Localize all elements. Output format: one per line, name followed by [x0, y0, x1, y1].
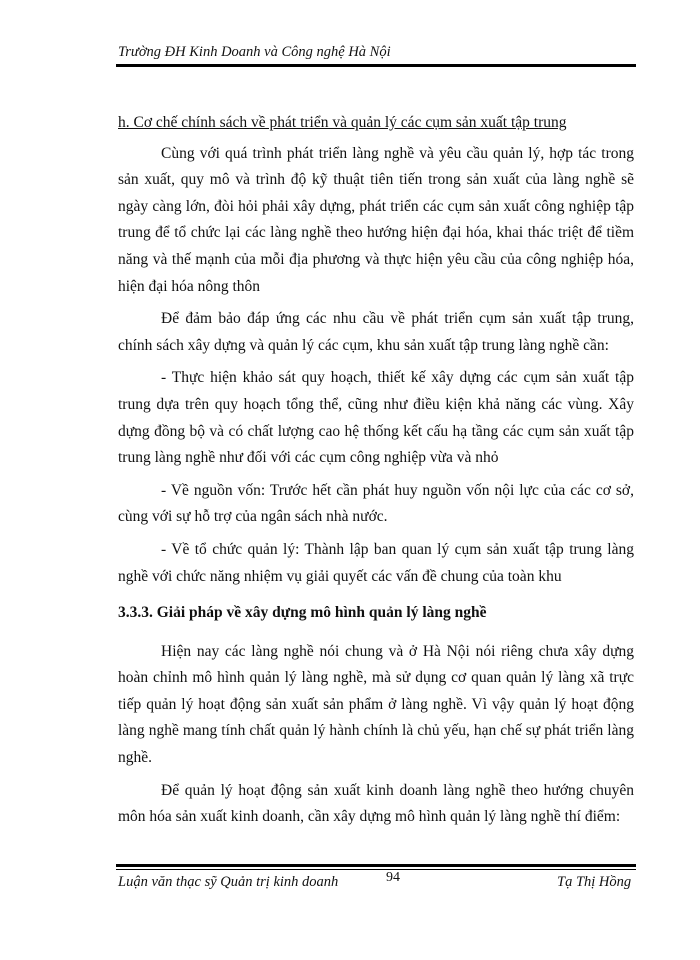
- paragraph-3: Hiện nay các làng nghề nói chung và ở Hà Nội nói riêng chưa xây dựng hoàn chỉnh mô hình quản lý làng nghề, mà sử dụng cơ quan quản lý làng xã trực tiếp quản lý hoạt động sản xuất sản phẩm ở làng nghề. Vì vậy quản lý hoạt động làng nghề mang tính chất quản lý hành chính là chủ yếu, hạn chế sự phát triển làng nghề.: [118, 642, 634, 767]
- bullet-capital: - Về nguồn vốn: Trước hết cần phát huy nguồn vốn nội lực của các cơ sở, cùng với sự hỗ trợ của ngân sách nhà nước.: [118, 481, 634, 526]
- bullet-organization: - Về tổ chức quản lý: Thành lập ban quan lý cụm sản xuất tập trung làng nghề với chức năng nhiệm vụ giải quyết các vấn đề chung của toàn khu: [118, 540, 634, 585]
- section-3-3-3-heading: 3.3.3. Giải pháp về xây dựng mô hình quản lý làng nghề: [118, 604, 487, 622]
- paragraph-4: Để quản lý hoạt động sản xuất kinh doanh làng nghề theo hướng chuyên môn hóa sản xuất kinh doanh, cần xây dựng mô hình quản lý làng nghề thí điểm:: [118, 781, 634, 826]
- running-header: Trường ĐH Kinh Doanh và Công nghệ Hà Nội: [118, 44, 391, 60]
- paragraph-2: Để đảm bảo đáp ứng các nhu cầu về phát triển cụm sản xuất tập trung, chính sách xây dựng và quản lý các cụm, khu sản xuất tập trung làng nghề cần:: [118, 310, 634, 354]
- footer-rule-thick: [116, 864, 636, 867]
- bullet-survey-planning: - Thực hiện khảo sát quy hoạch, thiết kế xây dựng các cụm sản xuất tập trung dựa trên quy hoạch tổng thể, cũng như điều kiện khả năng các vùng. Xây dựng đồng bộ và có chất lượng cao hệ thống kết cấu hạ tầng các cụm sản xuất tập trung làng nghề như đối với các cụm công nghiệp vừa và nhỏ: [118, 369, 634, 467]
- footer-thesis-title: Luận văn thạc sỹ Quản trị kinh doanh: [118, 874, 339, 890]
- page-number: 94: [386, 870, 400, 885]
- page-content: [118, 110, 634, 831]
- paragraph-1: Cùng với quá trình phát triển làng nghề và yêu cầu quản lý, hợp tác trong sản xuất, quy mô và trình độ kỹ thuật tiên tiến trong sản xuất của làng nghề sẽ ngày càng lớn, đòi hỏi phải xây dựng, phát triển các cụm sản xuất công nghiệp tập trung để tổ chức lại các làng nghề theo hướng hiện đại hóa, khai thác triệt để tiềm năng và thế mạnh của mỗi địa phương và thực hiện yêu cầu của công nghiệp hóa, hiện đại hóa nông thôn: [118, 144, 634, 295]
- footer-rule-thin: [116, 869, 636, 870]
- section-h-heading: h. Cơ chế chính sách về phát triển và quản lý các cụm sản xuất tập trung: [118, 114, 567, 131]
- footer-author: Tạ Thị Hồng: [557, 874, 632, 890]
- header-rule: [116, 64, 636, 67]
